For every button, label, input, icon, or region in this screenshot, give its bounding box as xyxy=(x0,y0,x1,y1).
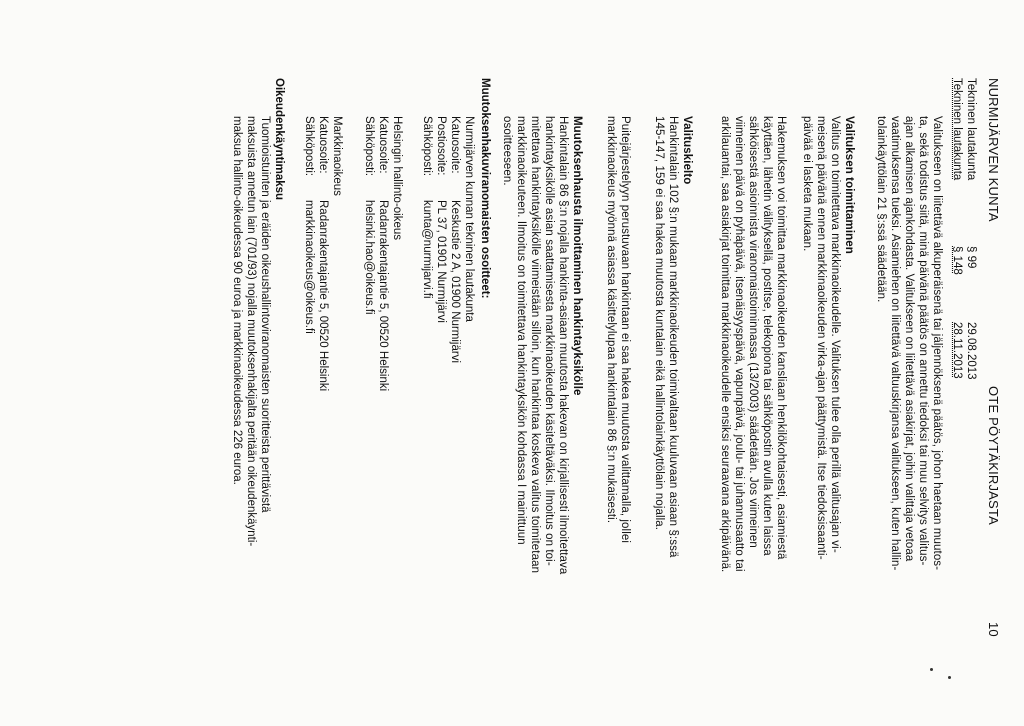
address-markkina-name: Markkinaoikeus xyxy=(331,116,343,196)
addr-value: helsinki.hao@oikeus.fi xyxy=(363,200,375,315)
org-title: NURMIJÄRVEN KUNTA xyxy=(986,78,1001,222)
addr-label: Postiosoite: xyxy=(435,116,447,176)
addr-label: Katuosoite: xyxy=(377,116,389,174)
section-heading: Muutoksenhausta ilmoittaminen hankintayksikölle xyxy=(571,116,583,396)
addr-value: PL 37, 01901 Nurmijärvi xyxy=(435,200,447,323)
ref-section: § 148 xyxy=(951,246,963,275)
puitejarjestely-paragraph: Puitejärjestelyyn perustuvaan hankintaan ei saa hakea muutosta valittamalla, jollei markkinaoikeus myönnä asiassa käsittelylupaa hankintalain 86 §:n mukaisesti. xyxy=(605,116,631,544)
ref-date: 28.11.2013 xyxy=(951,322,963,379)
ref-section: § 99 xyxy=(965,246,977,269)
address-hallinto-name: Helsingin hallinto-oikeus xyxy=(391,116,403,241)
intro-paragraph: Valitukseen on liitettävä alkuperäisenä tai jäljennöksenä päätös, johon haetaan muutos- ta, sekä todistus siitä, minä päivänä päätös on annettu tiedoksi tai muu selvitys valitus- ajan alkamisen ajankohdasta. Valitukseen on liitettävä asiakirjat, joihin valittaja vetoaa vaatimuksensa tueksi. Asiamiehen on liitettävä valtuuskirjansa valitukseen, kuten hallin- tolainkäyttölain 21 §:ssä säädetään. xyxy=(875,116,943,571)
valituskielto-section: Valituskielto Hankintalain 102 §:n mukaan markkinaoikeuden toimivaltaan kuuluvaan asiaan §:ssä 145-147, 159 ei saa hakea muutosta kuntalain eikä hallintolainkäyttölain nojalla. xyxy=(653,116,693,558)
ref-body: Tekninen lautakunta xyxy=(965,78,977,181)
section-heading: Valituskielto xyxy=(681,116,693,185)
addr-label: Katuosoite: xyxy=(317,116,329,174)
section-heading: Valituksen toimittaminen xyxy=(843,116,855,254)
ref-body: Tekninen lautakunta xyxy=(951,78,963,181)
ref-date: 29.08.2013 xyxy=(965,322,977,380)
addr-label: Sähköposti: xyxy=(421,116,433,177)
hankintayksikko-section: Muutoksenhausta ilmoittaminen hankintayksikölle Hankintalain 86 §:n nojalla hankinta-asiaan muutosta hakevan on kirjallisesti ilmoitettava hankintayksikölle asian saattamisesta markkinaoikeuden käsiteltäväksi. Ilmoitus on toi- mitettava hankintayksikölle viimeistään silloin, kun hankintaa koskeva valitus toimitetaan markkinaoikeuteen. Ilmoitus on toimitettava hankintayksikön kohdassa I mainittuun osoitteeseen. xyxy=(501,116,583,575)
page-number: 10 xyxy=(986,622,1001,637)
addr-label: Katuosoite: xyxy=(449,116,461,174)
addr-value: Keskustie 2 A, 01900 Nurmijärvi xyxy=(449,200,461,363)
addr-value: markkinaoikeus@oikeus.fi xyxy=(303,200,315,334)
addr-label: Sähköposti: xyxy=(303,116,315,177)
section-heading: Oikeudenkäyntimaksu xyxy=(273,78,285,201)
osoitteet-heading: Muutoksenhakuviranomaisten osoitteet: xyxy=(479,78,491,299)
doc-title: OTE PÖYTÄKIRJASTA xyxy=(986,386,1001,525)
valituksen-toimittaminen-section: Valituksen toimittaminen Valitus on toimitettava markkinaoikeudelle. Valituksen tulee olla perillä valitusajan vi- meisenä päivänä ennen markkinaoikeuden virka-ajan päättymistä. Itse tiedoksisaanti- päivää ei lasketa mukaan. xyxy=(801,116,855,560)
address-kunta: Nurmijärven kunnan tekninen lautakunta xyxy=(463,116,475,322)
oikeudenkayntimaksu-section xyxy=(272,78,286,200)
toimittaminen-paragraph: Hakemuksen voi toimittaa markkinaoikeuden kansliaan henkilökohtaisesti, asiamiestä käyttäen, lähetin välityksellä, postitse, telekopiona tai sähköpostin avulla kuten laissa sähköisestä asioinnista viranomaistoiminnassa (13/2003) säädetään. Jos viimeinen viimeinen päivä on pyhäpäivä, itsenäisyyspäivä, vapunpäivä, joulu- tai juhannusaatto tai arkilauantai, saa asiakirjat toimittaa markkinaoikeudelle ensiksi seuraavana arkipäivänä. xyxy=(719,116,787,573)
addr-value: Radanrakentajantie 5, 00520 Helsinki xyxy=(377,200,389,392)
addr-label: Sähköposti: xyxy=(363,116,375,177)
oikeudenkayntimaksu-text: Tuomioistuinten ja eräiden oikeushallintoviranomaisten suoritteista perittävistä maksuista annetun lain (701/93) nojalla muutoksenhakijalta peritään oikeudenkäynti- maksua hallinto-oikeudessa 90 euroa ja markkinaoikeudessa 226 euroa. xyxy=(231,116,271,547)
addr-value: Radanrakentajantie 5, 00520 Helsinki xyxy=(317,200,329,392)
addr-value: kunta@nurmijarvi.fi xyxy=(421,200,433,299)
